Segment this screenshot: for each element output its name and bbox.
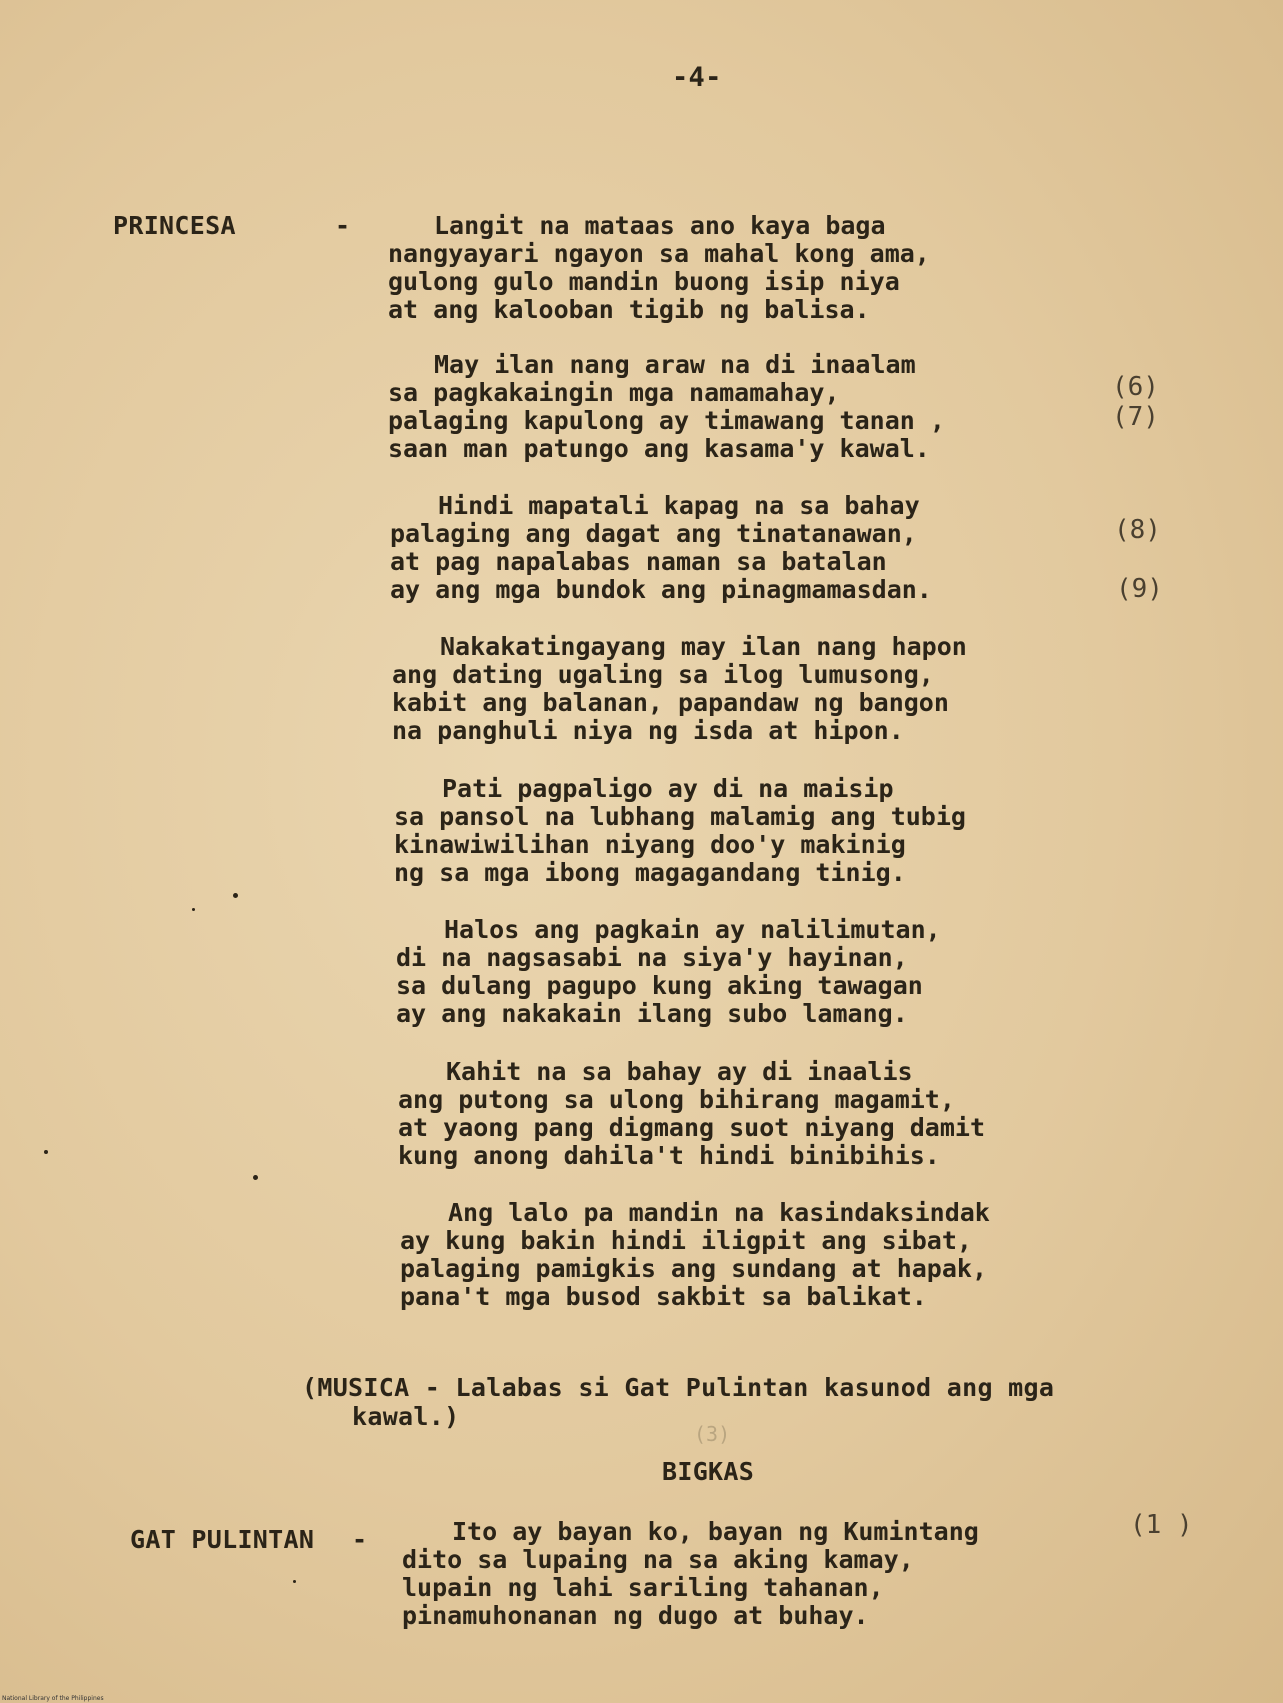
ink-speck — [192, 908, 195, 911]
verse-line: Ito ay bayan ko, bayan ng Kumintang — [452, 1517, 979, 1546]
verse-line: ang dating ugaling sa ilog lumusong, — [392, 660, 934, 689]
stanza-4 — [392, 633, 967, 745]
verse-line: ay ang nakakain ilang subo lamang. — [396, 999, 908, 1028]
verse-line: Nakakatingayang may ilan nang hapon — [440, 632, 967, 661]
verse-line: kabit ang balanan, papandaw ng bangon — [392, 688, 949, 717]
stage-direction-line-2: kawal.) — [352, 1402, 460, 1431]
stanza-7 — [398, 1058, 985, 1170]
ink-speck — [233, 893, 238, 898]
margin-number-7: (7) — [1112, 402, 1159, 432]
page-number: -4- — [672, 62, 722, 93]
verse-line: Halos ang pagkain ay nalilimutan, — [444, 915, 941, 944]
margin-number-1: (1 ) — [1130, 1510, 1193, 1540]
stanza-3 — [390, 492, 932, 604]
verse-line: ang putong sa ulong bihirang magamit, — [398, 1085, 955, 1114]
verse-line: ay kung bakin hindi iligpit ang sibat, — [400, 1226, 972, 1255]
verse-line: kinawiwilihan niyang doo'y makinig — [394, 830, 906, 859]
speaker-dash: - — [352, 1525, 368, 1554]
verse-line: Ang lalo pa mandin na kasindaksindak — [448, 1198, 990, 1227]
verse-line: lupain ng lahi sariling tahanan, — [402, 1573, 884, 1602]
margin-number-9: (9) — [1116, 574, 1163, 604]
verse-line: pana't mga busod sakbit sa balikat. — [400, 1282, 927, 1311]
section-heading: BIGKAS — [662, 1457, 755, 1486]
verse-line: Pati pagpaligo ay di na maisip — [442, 774, 894, 803]
verse-line: Hindi mapatali kapag na sa bahay — [438, 491, 920, 520]
verse-line: na panghuli niya ng isda at hipon. — [392, 716, 904, 745]
verse-line: pinamuhonanan ng dugo at buhay. — [402, 1601, 869, 1630]
verse-line: dito sa lupaing na sa aking kamay, — [402, 1545, 914, 1574]
verse-line: palaging pamigkis ang sundang at hapak, — [400, 1254, 987, 1283]
verse-line: May ilan nang araw na di inaalam — [434, 350, 916, 379]
speaker-princesa: PRINCESA — [113, 211, 236, 240]
stanza-gat-pulintan — [402, 1518, 979, 1630]
stanza-6 — [396, 916, 941, 1028]
verse-line: ng sa mga ibong magagandang tinig. — [394, 858, 906, 887]
verse-line: Langit na mataas ano kaya baga — [434, 211, 886, 240]
margin-number-8: (8) — [1114, 515, 1161, 545]
speaker-dash: - — [335, 211, 351, 240]
margin-number-6: (6) — [1112, 372, 1159, 402]
verse-line: at ang kalooban tigib ng balisa. — [388, 295, 870, 324]
verse-line: gulong gulo mandin buong isip niya — [388, 267, 900, 296]
stanza-1 — [388, 212, 930, 324]
ink-speck — [293, 1580, 296, 1583]
speaker-gat-pulintan: GAT PULINTAN — [130, 1525, 315, 1554]
verse-line: kung anong dahila't hindi binibihis. — [398, 1141, 940, 1170]
verse-line: sa pansol na lubhang malamig ang tubig — [394, 802, 966, 831]
stanza-5 — [394, 775, 966, 887]
verse-line: ay ang mga bundok ang pinagmamasdan. — [390, 575, 932, 604]
verse-line: di na nagsasabi na siya'y hayinan, — [396, 943, 908, 972]
verse-line: palaging ang dagat ang tinatanawan, — [390, 519, 917, 548]
verse-line: at pag napalabas naman sa batalan — [390, 547, 887, 576]
verse-line: at yaong pang digmang suot niyang damit — [398, 1113, 985, 1142]
stanza-8 — [400, 1199, 990, 1311]
verse-line: sa dulang pagupo kung aking tawagan — [396, 971, 923, 1000]
stanza-2 — [388, 351, 945, 463]
verse-line: sa pagkakaingin mga namamahay, — [388, 378, 840, 407]
margin-number-3: (3) — [694, 1422, 731, 1446]
verse-line: nangyayari ngayon sa mahal kong ama, — [388, 239, 930, 268]
stage-direction-line-1: (MUSICA - Lalabas si Gat Pulintan kasunod ang mga — [302, 1373, 1055, 1402]
footer-credit: National Library of the Philippines — [2, 1695, 104, 1702]
verse-line: palaging kapulong ay timawang tanan , — [388, 406, 945, 435]
verse-line: Kahit na sa bahay ay di inaalis — [446, 1057, 913, 1086]
ink-speck — [44, 1150, 48, 1154]
verse-line: saan man patungo ang kasama'y kawal. — [388, 434, 930, 463]
ink-speck — [253, 1175, 258, 1180]
